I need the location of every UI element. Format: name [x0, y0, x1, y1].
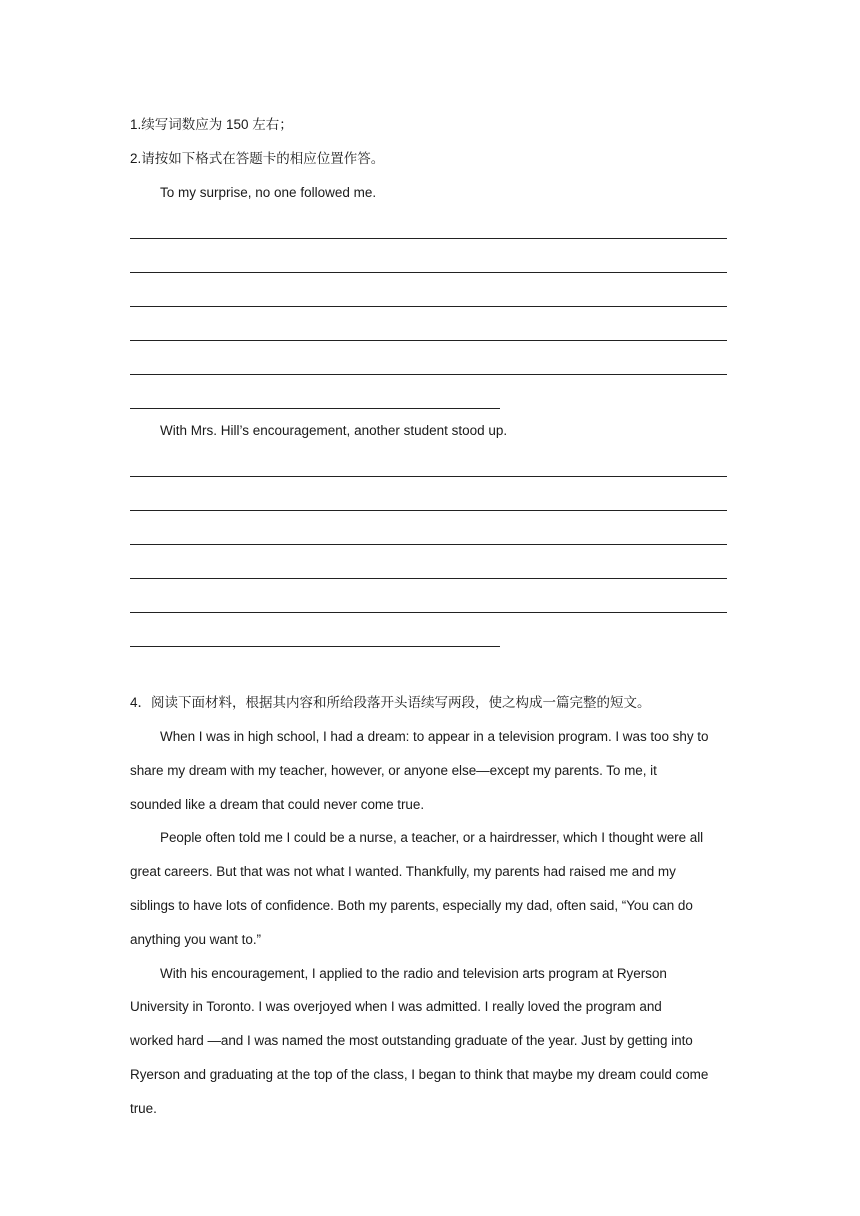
instruction-answer-format: 2.请按如下格式在答题卡的相应位置作答。	[130, 151, 385, 166]
passage-line: With his encouragement, I applied to the radio and television arts program at Ryerson	[160, 965, 667, 981]
answer-line[interactable]	[130, 448, 728, 482]
answer-line-short[interactable]	[130, 380, 728, 414]
passage-paragraph-3	[130, 957, 728, 1126]
passage-line: anything you want to.”	[130, 931, 261, 947]
passage-line: great careers. But that was not what I wanted. Thankfully, my parents had raised me and my	[130, 864, 676, 880]
question4-header: 4．阅读下面材料，根据其内容和所给段落开头语续写两段，使之构成一篇完整的短文。	[130, 695, 651, 710]
section-spacer	[130, 652, 728, 686]
passage-line: Ryerson and graduating at the top of the class, I began to think that maybe my dream could come	[130, 1066, 709, 1082]
answer-line[interactable]	[130, 550, 728, 584]
instruction-word-count: 1.续写词数应为 150 左右；	[130, 117, 293, 132]
section1-opening-sentence: To my surprise, no one followed me.	[160, 185, 377, 200]
document-content	[130, 108, 728, 1126]
answer-line[interactable]	[130, 584, 728, 618]
answer-line[interactable]	[130, 482, 728, 516]
passage-paragraph-2	[130, 821, 728, 956]
answer-line[interactable]	[130, 210, 728, 244]
answer-line[interactable]	[130, 516, 728, 550]
passage-line: worked hard —and I was named the most outstanding graduate of the year. Just by getting into	[130, 1033, 693, 1049]
answer-line-short[interactable]	[130, 618, 728, 652]
answer-line[interactable]	[130, 278, 728, 312]
passage-line: When I was in high school, I had a dream: to appear in a television program. I was too shy to	[160, 729, 709, 744]
passage-line: share my dream with my teacher, however, or anyone else—except my parents. To me, it	[130, 762, 657, 778]
answer-line[interactable]	[130, 312, 728, 346]
section2-opening-sentence: With Mrs. Hill’s encouragement, another student stood up.	[160, 423, 508, 438]
answer-line[interactable]	[130, 346, 728, 380]
answer-line[interactable]	[130, 244, 728, 278]
passage-line: sounded like a dream that could never come true.	[130, 796, 425, 812]
passage-line: siblings to have lots of confidence. Both my parents, especially my dad, often said, “You can do	[130, 897, 693, 913]
passage-line: true.	[130, 1100, 157, 1116]
passage-paragraph-1	[130, 720, 728, 821]
passage-line: University in Toronto. I was overjoyed when I was admitted. I really loved the program and	[130, 999, 662, 1015]
passage-line: People often told me I could be a nurse, a teacher, or a hairdresser, which I thought were all	[160, 830, 704, 846]
